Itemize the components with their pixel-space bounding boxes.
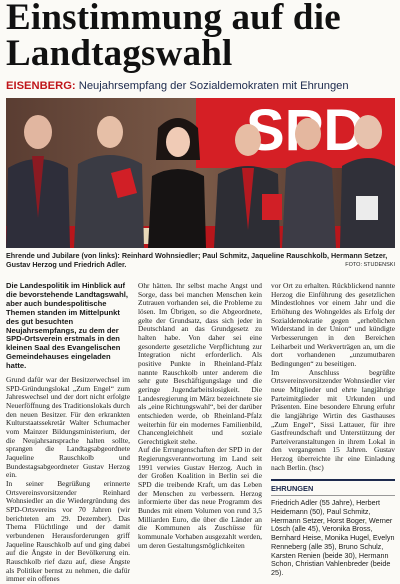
honors-box bbox=[271, 479, 395, 578]
article-lead: Die Landespolitik im Hinblick auf die bevorstehende Landtagswahl, aber auch bundespolitische Themen standen im Mittelpunkt des gut besuchten Neujahrsempfangs, zu dem der SPD-Ortsverein erstmals in den kleinen Saal des Evangelischen Gemeindehauses eingeladen hatte. bbox=[6, 281, 128, 371]
honors-title: EHRUNGEN bbox=[271, 484, 395, 496]
body-paragraph: vor Ort zu erhalten. Rückblickend nannte Herzog die Einführung des gesetzlichen Mindestlohnes vor einem Jahr und die Erhöhung des Wohngeldes als Erfolg der Sozialdemokratie gegen „erheblichen Widerstand in der Union“ und kündigte Verbesserungen in den Bereichen Leiharbeit und Werkverträgen an, um die dort vorhandenen „unzumutbaren Bedingungen“ zu beseitigen. bbox=[271, 281, 395, 368]
kicker-subtitle: Neujahrsempfang der Sozialdemokraten mit Ehrungen bbox=[78, 80, 349, 92]
body-paragraph: Grund dafür war der Besitzerwechsel im SPD-Gründungslokal „Zum Engel“ zum Jahreswechsel und der dort nicht erfolgte Neuerföffnung des Traditionslokals durch den neuen Besitzer. Für den erkrankten Kulturstaatssekretär Walter Schumacher vom Mainzer Bildungsministerium, der die Neujahrsansprache halten sollte, sprangen die Landtagsabgeordnete Jaqueline Rauschkolb und Bundestagsabgeordneter Gustav Herzog ein. bbox=[6, 375, 130, 480]
article-column-2 bbox=[138, 282, 262, 550]
group-photo-illustration bbox=[6, 98, 395, 248]
headline: Einstimmung auf die Landtagswahl bbox=[6, 0, 341, 74]
photo-caption bbox=[6, 252, 395, 269]
body-paragraph: Auf die Errungenschaften der SPD in der Regierungsverantwortung im Land seit 1991 verwies Gustav Herzog. Auch in der Großen Koalition in Berlin sei die SPD die treibende Kraft, um das Leben der Menschen zu verbessern. Herzog informierte über das neue Programm des Bundes mit einem Volumen von rund 3,5 Milliarden Euro, die über die Länder an die Kommunen als Zuschüsse für kommunale Vorhaben ausgezahlt werden, um deren Gestaltungsmöglichkeiten bbox=[138, 445, 262, 550]
kicker bbox=[6, 79, 396, 93]
article-column-3 bbox=[271, 282, 395, 472]
honors-list: Friedrich Adler (55 Jahre), Herbert Heidemann (50), Paul Schmitz, Hermann Setzer, Horst Boger, Werner Lösch (alle 45), Veronika Bross, Bernhard Heise, Monika Hugel, Evelyn Renneberg (alle 35), Bruno Schulz, Karsten Renien (beide 30), Hermann Schon, Christian Vahlenbreder (beide 25). bbox=[271, 498, 395, 577]
body-paragraph: Im Anschluss begrüßte Ortsvereinsvorsitzender Wohnsiedler vier neue Mitglieder und ehrte langjährige Parteimitglieder mit Urkunden und Präsenten. Eine besondere Ehrung erfuhr die langjährige Wirtin des Gasthauses „Zum Engel“, Sissi Lattauer, für ihre Gastfreundschaft und Unterstützung der Parteiveranstaltungen in ihrem Lokal in den vergangenen 15 Jahren. Gustav Herzog überreichte ihr eine Einladung nach Berlin. (hsc) bbox=[271, 367, 395, 472]
caption-text: Ehrende und Jubilare (von links): Reinhard Wohnsiedler; Paul Schmitz, Jaqueline Rauschkolb, Hermann Setzer, Gustav Herzog und Friedrich Adler. bbox=[6, 251, 388, 269]
article-column-1 bbox=[6, 282, 130, 584]
article-photo bbox=[6, 98, 395, 248]
photo-credit: FOTO: STUDENSKI bbox=[342, 261, 395, 270]
kicker-place: EISENBERG: bbox=[6, 80, 76, 92]
body-paragraph: In seiner Begrüßung erinnerte Ortsvereinsvorsitzender Reinhard Wohnsiedler an die Wiedergründung des SPD-Ortsvereins vor 70 Jahren (wir berichteten am 29. Dezember). Das Thema Flüchtlinge und der damit verbundenen Herausforderungen griff Jaqueline Rauschkolb auf und ging dabei auf die Ängste in der Bevölkerung ein. Rauschkolb rief dazu auf, diese Ängste als Politiker bernst zu nehmen, die dafür immer ein offenes bbox=[6, 478, 130, 584]
body-paragraph: Ohr hätten. Ihr selbst mache Angst und Sorge, dass bei manchen Menschen kein Zutrauen vorhanden sei, die Probleme zu lösen. Im Übrigen, so die Abgeordnete, gelte der Grundsatz, dass sich jeder in Deutschland an das Grundgesetz zu halten habe. Von daher sei eine gesonderte gesetzliche Verpflichtung zur Integration nicht erforderlich. Als positive Punkte in Rheinland-Pfalz nannte Rauschkolb unter anderem die sehr gute Beschäftigungslage und die geringe Jugendarbeitslosigkeit. Die Landesregierung im März bezeichnete sie als „eine Richtungswahl“, bei der darüber entschieden werde, ob Rheinland-Pfalz weiterhin für ein modernes Familienbild, Chancengleichheit und soziale Gerechtigkeit stehe. bbox=[138, 281, 262, 446]
